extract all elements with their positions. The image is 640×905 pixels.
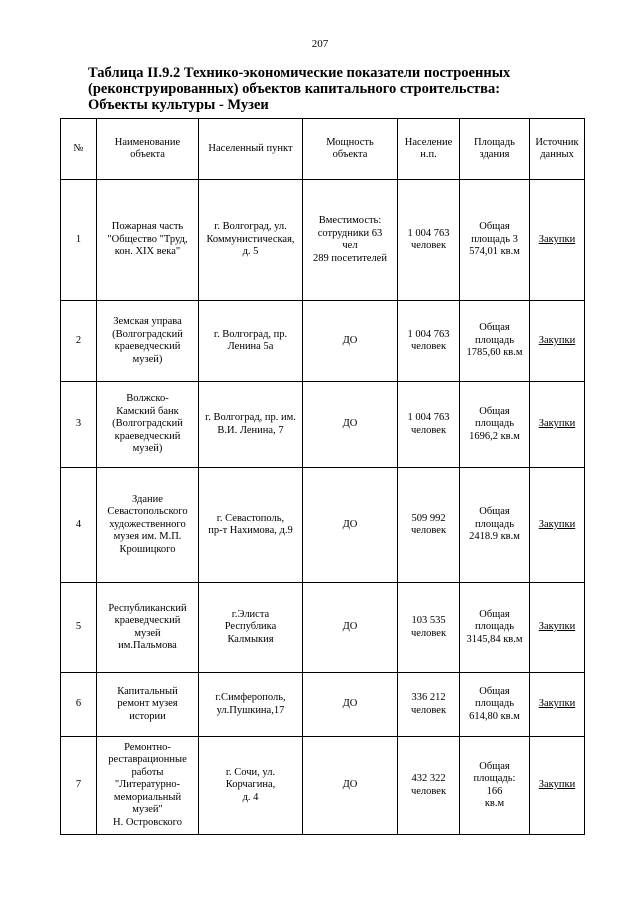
- cell-line: площадь:: [473, 773, 516, 784]
- cell-line: реставрационные: [108, 754, 187, 766]
- cell-line: 574,01 кв.м: [469, 246, 520, 258]
- cell-line: ул.Пушкина,17: [216, 704, 285, 716]
- cell-line: человек: [410, 424, 447, 436]
- cell-line: 509 992: [411, 512, 446, 524]
- cell-line: 3145,84 кв.м: [466, 633, 523, 645]
- cell-line: 614,80 кв.м: [469, 710, 520, 722]
- cell-name: [97, 468, 199, 583]
- cell-line: Калмыкия: [227, 633, 274, 645]
- cell-line: Здание: [132, 493, 163, 505]
- header-num: №: [61, 119, 97, 180]
- cell-line: человек: [410, 525, 447, 536]
- cell-line: Волжско-: [126, 393, 169, 405]
- cell-location: [199, 301, 303, 382]
- cell-population: [398, 301, 460, 382]
- cell-line: Земская управа: [113, 316, 182, 327]
- cell-population: [398, 673, 460, 737]
- cell-line: 1 004 763: [407, 328, 450, 340]
- header-location: [199, 119, 303, 180]
- table-header-row: [61, 119, 585, 180]
- cell-line: 289 посетителей: [313, 252, 387, 264]
- cell-line: музей: [134, 627, 161, 639]
- cell-line: Населенный пункт: [208, 142, 293, 154]
- cell-name: [97, 301, 199, 382]
- cell-line: площадь: [475, 334, 514, 346]
- cell-line: человек: [410, 627, 447, 639]
- cell-area: [460, 382, 530, 468]
- table-row: [61, 382, 585, 468]
- cell-num: 6: [61, 673, 97, 737]
- cell-line: сотрудники 63: [317, 227, 383, 239]
- source-link[interactable]: Закупки: [538, 334, 576, 346]
- cell-line: площадь: [475, 418, 514, 430]
- header-name: [97, 119, 199, 180]
- cell-line: музея им. М.П.: [113, 531, 182, 543]
- cell-name: [97, 673, 199, 737]
- cell-area: [460, 301, 530, 382]
- cell-name: [97, 583, 199, 673]
- cell-line: д. 4: [242, 791, 259, 803]
- museums-table: [60, 118, 585, 835]
- cell-line: 1696,2 кв.м: [469, 430, 520, 442]
- cell-line: ДО: [342, 518, 358, 530]
- cell-capacity: [303, 301, 398, 382]
- cell-line: Площадь: [474, 136, 515, 148]
- cell-line: Общая: [479, 221, 510, 233]
- cell-line: пр-т Нахимова, д.9: [208, 525, 293, 536]
- header-source: [530, 119, 585, 180]
- table-title-line: Таблица II.9.2 Технико-экономические показатели построенных: [88, 65, 511, 81]
- cell-line: данных: [540, 149, 574, 160]
- cell-line: Мощность: [326, 136, 374, 148]
- cell-line: Население: [404, 136, 453, 148]
- cell-line: ДО: [342, 779, 358, 791]
- cell-source: [530, 301, 585, 382]
- cell-line: музей): [132, 353, 163, 365]
- table-row: [61, 180, 585, 301]
- cell-line: Вместимость:: [318, 215, 382, 226]
- cell-line: работы: [131, 766, 164, 778]
- table-title-line: Объекты культуры - Музеи: [88, 97, 269, 113]
- cell-line: Крошицкого: [119, 543, 176, 555]
- table-title: [88, 65, 568, 113]
- cell-line: д. 5: [242, 246, 259, 258]
- cell-line: г. Волгоград, ул.: [214, 221, 287, 233]
- cell-line: здания: [479, 149, 510, 160]
- cell-population: [398, 180, 460, 301]
- cell-line: 336 212: [411, 692, 446, 703]
- header-population: [398, 119, 460, 180]
- cell-area: [460, 180, 530, 301]
- cell-line: ДО: [342, 418, 358, 430]
- cell-line: чел: [342, 240, 358, 251]
- source-link[interactable]: Закупки: [538, 233, 576, 245]
- cell-line: объекта: [332, 149, 368, 160]
- source-link[interactable]: Закупки: [538, 418, 576, 430]
- page-number: 207: [311, 38, 329, 50]
- cell-line: Севастопольского: [107, 506, 188, 518]
- cell-line: г. Севастополь,: [216, 512, 285, 524]
- cell-capacity: [303, 737, 398, 835]
- cell-name: [97, 180, 199, 301]
- cell-line: Общая: [479, 760, 510, 772]
- cell-line: ДО: [342, 334, 358, 346]
- cell-source: [530, 673, 585, 737]
- cell-line: Источник: [535, 136, 579, 148]
- cell-line: кв.м: [484, 798, 505, 809]
- cell-source: [530, 737, 585, 835]
- cell-line: г.Симферополь,: [215, 692, 286, 703]
- cell-line: художественного: [109, 518, 186, 530]
- cell-line: Республика: [224, 621, 277, 633]
- cell-line: Ленина 5а: [227, 341, 274, 352]
- cell-line: Корчагина,: [225, 779, 276, 791]
- cell-line: В.И. Ленина, 7: [217, 424, 284, 436]
- cell-line: Наименование: [114, 136, 181, 148]
- cell-line: музей): [132, 443, 163, 455]
- cell-line: 1785,60 кв.м: [466, 347, 523, 359]
- cell-capacity: [303, 468, 398, 583]
- cell-line: площадь 3: [471, 233, 518, 245]
- cell-num: 2: [61, 301, 97, 382]
- cell-line: человек: [410, 240, 447, 251]
- cell-line: площадь: [475, 518, 514, 530]
- cell-capacity: [303, 583, 398, 673]
- cell-line: объекта: [130, 149, 165, 160]
- cell-line: площадь: [475, 698, 514, 710]
- source-link[interactable]: Закупки: [538, 698, 576, 710]
- cell-population: [398, 737, 460, 835]
- cell-line: г. Волгоград, пр.: [213, 328, 288, 340]
- cell-line: 1 004 763: [407, 412, 450, 423]
- cell-line: Общая: [479, 322, 510, 334]
- table-row: [61, 468, 585, 583]
- cell-line: истории: [129, 710, 166, 722]
- cell-location: [199, 382, 303, 468]
- cell-line: Общая: [479, 506, 510, 518]
- cell-area: [460, 673, 530, 737]
- cell-name: [97, 737, 199, 835]
- cell-num: 3: [61, 382, 97, 468]
- cell-line: г. Волгоград, пр. им.: [205, 412, 296, 423]
- cell-line: краеведческий: [114, 341, 181, 352]
- cell-line: краеведческий: [114, 615, 181, 626]
- table-row: [61, 301, 585, 382]
- cell-line: г. Сочи, ул.: [225, 766, 276, 778]
- cell-line: Н. Островского: [113, 816, 182, 828]
- cell-location: [199, 673, 303, 737]
- cell-source: [530, 468, 585, 583]
- cell-num: 4: [61, 468, 97, 583]
- cell-line: ДО: [342, 698, 358, 710]
- cell-line: 1 004 763: [407, 227, 450, 239]
- cell-area: [460, 583, 530, 673]
- source-link[interactable]: Закупки: [538, 621, 576, 633]
- cell-line: "Литературно-: [114, 779, 181, 791]
- cell-line: Капитальный: [117, 685, 178, 697]
- cell-capacity: [303, 180, 398, 301]
- cell-location: [199, 583, 303, 673]
- cell-line: Камский банк: [116, 405, 179, 417]
- cell-area: [460, 737, 530, 835]
- cell-line: кон. XIX века": [114, 246, 181, 258]
- table-title-line: (реконструированных) объектов капитального строительства:: [88, 81, 501, 97]
- cell-capacity: [303, 673, 398, 737]
- table-row: [61, 673, 585, 737]
- cell-line: ремонт музея: [117, 698, 178, 710]
- cell-line: Коммунистическая,: [206, 233, 295, 245]
- cell-line: (Волгоградский: [112, 418, 183, 430]
- cell-line: "Общество "Труд,: [107, 233, 188, 245]
- cell-num: 5: [61, 583, 97, 673]
- cell-line: Общая: [479, 685, 510, 697]
- cell-line: Ремонтно-: [124, 741, 171, 753]
- cell-num: 7: [61, 737, 97, 835]
- cell-num: 1: [61, 180, 97, 301]
- cell-line: н.п.: [420, 149, 437, 160]
- cell-line: 166: [486, 785, 503, 797]
- cell-line: мемориальный: [113, 791, 182, 803]
- cell-line: им.Пальмова: [118, 640, 177, 651]
- cell-source: [530, 583, 585, 673]
- cell-name: [97, 382, 199, 468]
- table-row: [61, 737, 585, 835]
- cell-line: ДО: [342, 621, 358, 633]
- cell-population: [398, 583, 460, 673]
- cell-line: человек: [410, 341, 447, 352]
- cell-line: (Волгоградский: [112, 328, 183, 340]
- cell-location: [199, 737, 303, 835]
- cell-line: 2418.9 кв.м: [469, 531, 520, 543]
- cell-area: [460, 468, 530, 583]
- cell-line: Республиканский: [108, 602, 187, 614]
- cell-source: [530, 382, 585, 468]
- source-link[interactable]: Закупки: [538, 779, 576, 791]
- cell-source: [530, 180, 585, 301]
- header-capacity: [303, 119, 398, 180]
- cell-line: краеведческий: [114, 430, 181, 442]
- cell-line: Общая: [479, 608, 510, 620]
- cell-population: [398, 382, 460, 468]
- cell-line: музей": [132, 804, 163, 816]
- cell-line: г.Элиста: [231, 608, 270, 620]
- cell-line: 103 535: [411, 615, 446, 626]
- cell-population: [398, 468, 460, 583]
- cell-line: Общая: [479, 405, 510, 417]
- source-link[interactable]: Закупки: [538, 518, 576, 530]
- cell-line: человек: [410, 785, 447, 797]
- table-row: [61, 583, 585, 673]
- cell-location: [199, 468, 303, 583]
- header-area: [460, 119, 530, 180]
- cell-line: Пожарная часть: [111, 221, 184, 233]
- cell-capacity: [303, 382, 398, 468]
- cell-line: 432 322: [411, 773, 446, 784]
- cell-line: человек: [410, 704, 447, 716]
- cell-location: [199, 180, 303, 301]
- cell-line: площадь: [475, 621, 514, 633]
